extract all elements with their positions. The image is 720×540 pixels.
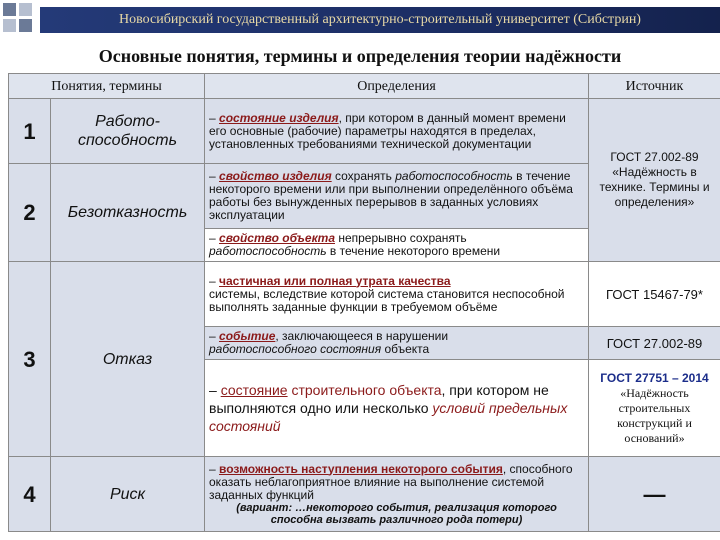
term-cell: Безотказность bbox=[51, 164, 205, 262]
col-header-definitions: Определения bbox=[205, 74, 589, 99]
table-row bbox=[9, 262, 720, 327]
definition-italic: работоспособность bbox=[209, 244, 327, 258]
definition-text: , способного оказать неблагоприятное влияние на выполнение системой заданных функций bbox=[209, 461, 573, 502]
definition-text: непрерывно сохранять bbox=[335, 231, 467, 245]
definition-cell: – свойство объекта непрерывно сохранять работоспособность в течение некоторого времени bbox=[205, 229, 589, 262]
university-banner bbox=[40, 7, 720, 33]
definition-cell: – частичная или полная утрата качества системы, вследствие которой система становится неспособной выполнять заданные функции в требуемом объёме bbox=[205, 262, 589, 327]
definition-keyword: строительного объекта bbox=[291, 382, 442, 398]
row-number: 2 bbox=[9, 164, 51, 262]
header-row bbox=[9, 74, 720, 99]
source-cell bbox=[589, 360, 720, 457]
university-name: Новосибирский государственный архитектурно-строительный университет (Сибстрин) bbox=[119, 12, 641, 27]
definition-text: , заключающееся в нарушении bbox=[275, 329, 449, 343]
definition-keyword: состояние изделия bbox=[219, 110, 339, 125]
definition-text: сохранять bbox=[331, 169, 396, 183]
source-cell: ГОСТ 27.002-89 «Надёжность в технике. Термины и определения» bbox=[589, 99, 720, 262]
col-header-terms: Понятия, термины bbox=[9, 74, 205, 99]
definition-text: , при котором не выполняются одно или несколько bbox=[209, 382, 549, 416]
definition-cell: – свойство изделия сохранять работоспособность в течение некоторого времени или при выполнении определённого объёма работы без вынужденных перерывов в заданных условиях эксплуатации bbox=[205, 164, 589, 229]
definition-italic: работоспособного состояния bbox=[209, 342, 382, 356]
definition-text: в течение некоторого времени или при выполнении определённого объёма работы без вынужденных перерывов в заданных условиях эксплуатации bbox=[209, 169, 573, 222]
decor-square bbox=[19, 19, 32, 32]
definition-text: , при котором в данный момент времени его основные (рабочие) параметры находятся в пределах, установленных требованиями технической документации bbox=[209, 110, 566, 151]
decor-square bbox=[19, 3, 32, 16]
definition-text: объекта bbox=[381, 342, 430, 356]
row-number: 4 bbox=[9, 457, 51, 532]
definition-italic: работоспособность bbox=[395, 169, 513, 183]
definition-note: (вариант: …некоторого события, реализация которого способна вызвать различного рода потери) bbox=[236, 501, 557, 526]
source-standard: ГОСТ 27751 – 2014 bbox=[600, 370, 709, 385]
source-cell: — bbox=[589, 457, 720, 532]
decor-square bbox=[3, 3, 16, 16]
term-cell: Риск bbox=[51, 457, 205, 532]
definition-italic: условий предельных состояний bbox=[209, 400, 568, 434]
definition-keyword: частичная или полная утрата качества bbox=[219, 273, 451, 288]
row-number: 1 bbox=[9, 99, 51, 164]
definition-cell: – состояние изделия, при котором в данный момент времени его основные (рабочие) параметры находятся в пределах, установленных требованиями технической документации bbox=[205, 99, 589, 164]
top-bar bbox=[0, 0, 720, 36]
definition-keyword: свойство объекта bbox=[219, 231, 335, 245]
term-cell: Работо-способность bbox=[51, 99, 205, 164]
definition-text: в течение некоторого времени bbox=[326, 244, 501, 258]
term-cell: Отказ bbox=[51, 262, 205, 457]
source-title: «Надёжность строительных конструкций и оснований» bbox=[617, 385, 692, 445]
terms-table bbox=[8, 73, 720, 532]
row-number: 3 bbox=[9, 262, 51, 457]
definition-keyword: состояние bbox=[220, 382, 288, 398]
definition-cell: – событие, заключающееся в нарушении работоспособного состояния объекта bbox=[205, 327, 589, 360]
source-cell: ГОСТ 15467-79* bbox=[589, 262, 720, 327]
definition-keyword: возможность наступления некоторого события bbox=[219, 461, 503, 476]
definition-keyword: свойство изделия bbox=[219, 169, 332, 183]
table-row bbox=[9, 99, 720, 164]
definition-text: системы, вследствие которой система становится неспособной выполнять заданные функции в требуемом объёме bbox=[209, 286, 565, 314]
definition-cell: – возможность наступления некоторого события, способного оказать неблагоприятное влияние на выполнение системой заданных функций (вариант: …некоторого события, реализация которого способна вызвать различного рода потери) bbox=[205, 457, 589, 532]
page-title: Основные понятия, термины и определения теории надёжности bbox=[98, 46, 622, 66]
source-cell: ГОСТ 27.002-89 bbox=[589, 327, 720, 360]
definition-cell: – состояние строительного объекта, при котором не выполняются одно или несколько условий предельных состояний bbox=[205, 360, 589, 457]
col-header-source: Источник bbox=[589, 74, 720, 99]
definition-keyword: событие bbox=[219, 329, 276, 343]
decor-square bbox=[3, 19, 16, 32]
table-row bbox=[9, 457, 720, 532]
